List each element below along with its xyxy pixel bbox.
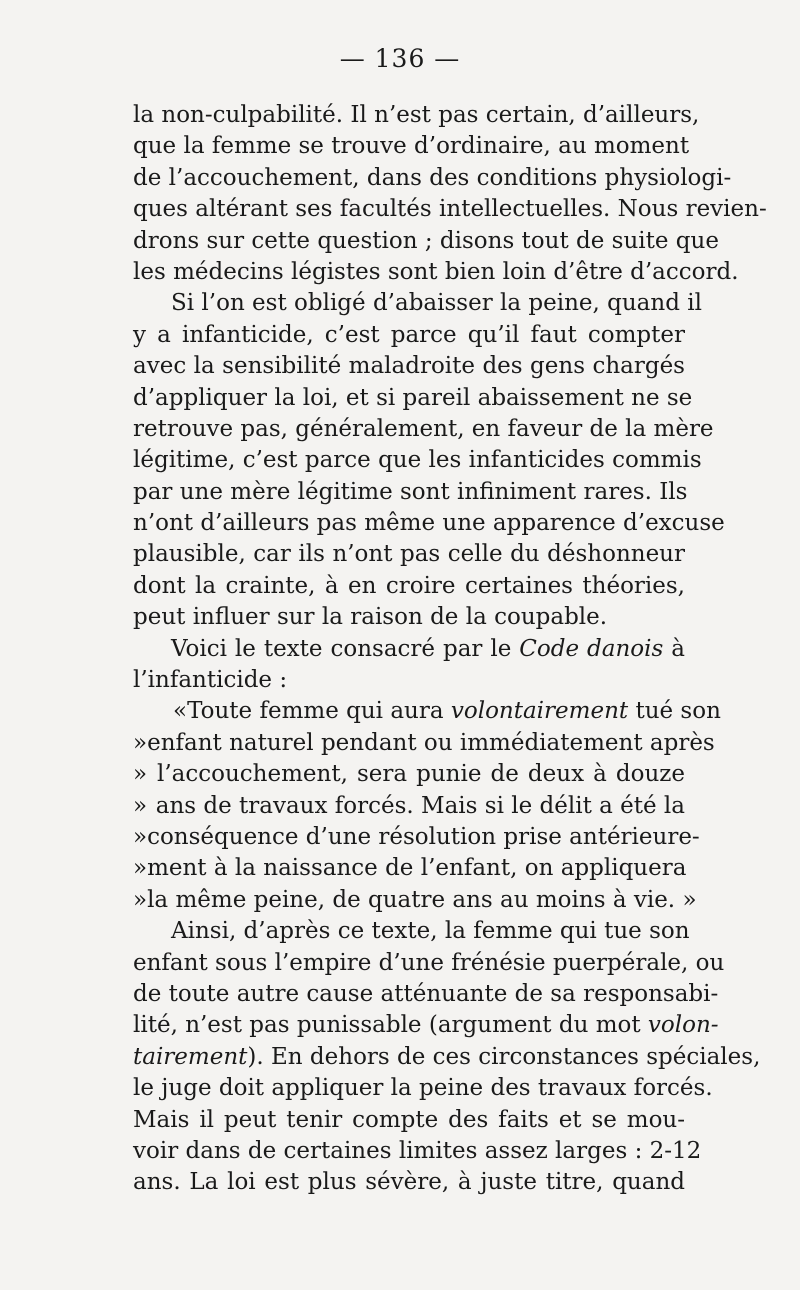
text-line: par une mère légitime sont infiniment rares. Ils — [133, 478, 688, 505]
text-line: les médecins légistes sont bien loin d’être d’accord. — [133, 258, 739, 285]
quote-continuation-mark: » — [133, 823, 148, 850]
text-run: ). En dehors de ces circonstances spéciales, — [247, 1043, 761, 1070]
emphasis-volontairement: tairement — [133, 1043, 248, 1070]
quote-continuation-mark: » — [133, 886, 148, 913]
text-line: de toute autre cause atténuante de sa responsabi- — [133, 980, 719, 1007]
text-line: drons sur cette question ; disons tout de suite que — [133, 227, 719, 254]
legal-quotation — [133, 696, 721, 916]
text-line: plausible, car ils n’ont pas celle du déshonneur — [133, 541, 685, 568]
quote-text: l’accouchement, sera punie de deux à douze — [157, 761, 685, 788]
quote-text: enfant naturel pendant ou immédiatement après — [147, 729, 715, 756]
text-line: dont la crainte, à en croire certaines théories, — [133, 572, 685, 599]
text-line: de l’accouchement, dans des conditions physiologi- — [133, 164, 732, 191]
quote-open-mark: « — [173, 698, 188, 725]
quote-line — [133, 728, 715, 759]
text-run: lité, n’est pas punissable (argument du mot — [133, 1012, 648, 1039]
text-line — [133, 1010, 719, 1041]
quote-continuation-mark: » — [133, 792, 148, 819]
text-line: que la femme se trouve d’ordinaire, au moment — [133, 133, 690, 160]
text-line: Mais il peut tenir compte des faits et se mou- — [133, 1106, 685, 1133]
quote-line — [133, 696, 721, 727]
quote-close-mark: » — [682, 886, 697, 913]
text-line — [133, 1042, 761, 1073]
text-line: la non-culpabilité. Il n’est pas certain, d’ailleurs, — [133, 102, 700, 128]
quote-continuation-mark: » — [133, 729, 148, 756]
text-line: peut influer sur la raison de la coupable. — [133, 604, 608, 631]
paragraph-2 — [133, 288, 725, 633]
code-danois-title: Code danois — [519, 635, 664, 662]
text-run: tué son — [628, 698, 721, 725]
quote-line — [133, 791, 685, 822]
text-run: à — [663, 635, 685, 662]
quote-text: ment à la naissance de l’enfant, on appliquera — [147, 855, 687, 882]
text-line: ans. La loi est plus sévère, à juste titre, quand — [133, 1169, 685, 1196]
text-line: Ainsi, d’après ce texte, la femme qui tue son — [171, 918, 690, 945]
text-line: voir dans de certaines limites assez larges : 2-12 — [133, 1137, 702, 1164]
quote-text: conséquence d’une résolution prise antérieure- — [147, 823, 700, 850]
text-line: l’infanticide : — [133, 667, 288, 694]
page-body — [133, 100, 767, 1199]
text-line: le juge doit appliquer la peine des travaux forcés. — [133, 1075, 713, 1102]
paragraph-3 — [133, 634, 685, 697]
quote-text — [187, 696, 721, 727]
emphasis-volontairement: volon- — [647, 1012, 719, 1039]
paragraph-1 — [133, 100, 767, 288]
text-line: ques altérant ses facultés intellectuelles. Nous revien- — [133, 196, 767, 223]
page-number: — 136 — — [339, 44, 461, 73]
text-run: Toute femme qui aura — [187, 698, 451, 725]
text-line: légitime, c’est parce que les infanticides commis — [133, 447, 702, 474]
emphasis-volontairement: volontairement — [450, 698, 629, 725]
text-line — [133, 634, 685, 665]
quote-continuation-mark: » — [133, 761, 148, 788]
quote-line — [133, 853, 685, 884]
text-run: la même peine, de quatre ans au moins à vie. — [147, 886, 676, 913]
quote-line — [133, 822, 700, 853]
text-line: d’appliquer la loi, et si pareil abaissement ne se — [133, 384, 693, 411]
text-line: y a infanticide, c’est parce qu’il faut compter — [133, 321, 685, 348]
quote-continuation-mark: » — [133, 855, 148, 882]
quote-line — [133, 759, 685, 790]
text-line: Si l’on est obligé d’abaisser la peine, quand il — [171, 290, 702, 317]
quote-text — [147, 885, 696, 916]
quote-text: ans de travaux forcés. Mais si le délit a été la — [155, 792, 685, 819]
text-run: Voici le texte consacré par le — [171, 635, 520, 662]
text-line: n’ont d’ailleurs pas même une apparence d’excuse — [133, 510, 725, 537]
text-line: retrouve pas, généralement, en faveur de la mère — [133, 415, 714, 442]
text-line: enfant sous l’empire d’une frénésie puerpérale, ou — [133, 949, 725, 976]
quote-line — [133, 885, 697, 916]
text-line: avec la sensibilité maladroite des gens chargés — [133, 353, 685, 380]
paragraph-4 — [133, 916, 761, 1199]
